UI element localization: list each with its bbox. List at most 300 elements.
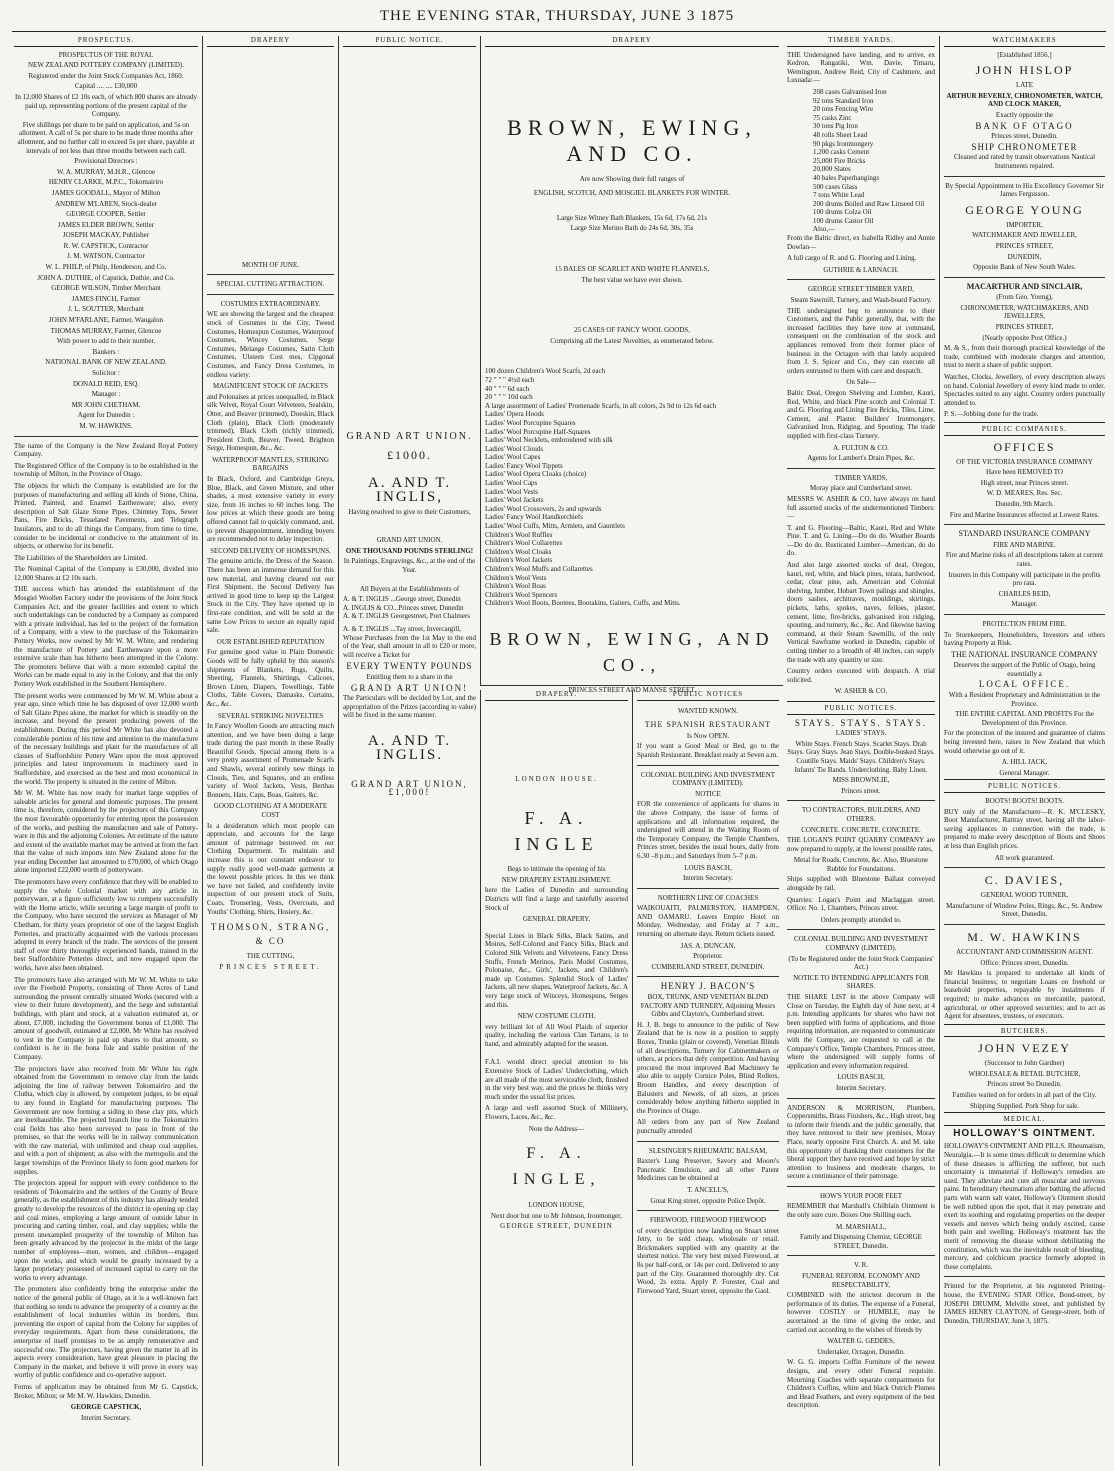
prospectus-paragraph: Forms of application may be obtained from Mr G. Capstick, Broker, Milton; or Mr M. W. Hawkins, Dunedin. xyxy=(14,1382,198,1400)
divider xyxy=(944,277,1105,278)
prospectus-line: Solicitor : xyxy=(92,369,120,377)
wool-goods-item: Ladies' Wool Caps xyxy=(485,479,538,488)
prospectus-line: In 12,000 Shares of £2 10s each, of which 800 shares are already paid up, representing portions of the present capital of the Company. xyxy=(15,92,197,119)
families-line: Families waited on for orders in all part of the City. xyxy=(952,1091,1097,1100)
prospectus-line: Agent for Dunedin : xyxy=(77,411,135,420)
spacer xyxy=(485,705,628,775)
next-door-line: Next door but one to Mr Johnson, Ironmonger, xyxy=(491,1211,622,1220)
prospectus-paragraph: The Nominal Capital of the Company is £30,000, divided into 12,000 Shares at £2 10s each. xyxy=(14,565,198,582)
every-twenty-pounds: EVERY TWENTY POUNDS xyxy=(346,661,473,672)
princes-street: Princes street, Dunedin. xyxy=(991,132,1058,141)
note-address: Note the Address— xyxy=(528,1124,585,1133)
divider xyxy=(944,524,1105,525)
prospectus-line: J. L. SOUTTER, Merchant xyxy=(68,305,144,314)
timber-cargo-item: 208 cases Galvanised Iron xyxy=(813,87,887,96)
prospectus-line: Manager : xyxy=(91,390,121,399)
fire-and-marine: FIRE AND MARINE. xyxy=(993,540,1056,549)
offices-heading: OFFICES xyxy=(993,439,1056,454)
reid-name: CHARLES REID, xyxy=(998,589,1051,598)
brown-ewing-address: PRINCES STREET AND MANSE STREET. xyxy=(568,685,696,694)
bacon-orders: All orders from any part of New Zealand punctually attended xyxy=(637,1118,779,1135)
anderson-body: ANDERSON & MORRISON, Plumbers, Coppersmiths, Brass Finishers, &c., High street, beg to inform their friends and the public generally, that they have removed to their new premises, Moray Place, nearly opposite First Church. A. and M. take this opportunity of thanking their customers for the liberal support they have received and hope by strict attention to business and moderate charges, to secure a continuance of their patronage. xyxy=(787,1103,935,1181)
column-public-notice xyxy=(338,36,480,1466)
london-house-2: LONDON HOUSE, xyxy=(528,1201,585,1210)
hawkins-office: Office: Princes street, Dunedin. xyxy=(980,958,1069,967)
novelties-body: In Fancy Woollen Goods are attracting much attention, and we have been doing a large trade during the past month in these Really Beautiful Goods. Special among them is a very pretty assortment of Promenade Scarfs and Shawls, several entirely new things in Clouds, Ties, and Squares, and an endless variety of Wool Jackets, Vests, Berthas Bonnets, Hats, Caps, Boas, Gaiters, &c. xyxy=(207,722,334,799)
prospectus-paragraph: The name of the Company is the New Zealand Royal Pottery Company. xyxy=(14,441,198,459)
fire-marine-line: Fire and Marine Insurances effected at Lowest Rates. xyxy=(949,510,1100,519)
reputation-body: For genuine good value in Plain Domestic Goods will be fully upheld by this season's shipments of Blankets, Rugs, Quilts, Sheeting, Flannels, Shirtings, Calicoes, Brown Linen, Diapers, Towellings, Table Cloths, Table Covers, Damasks, Curtains, &c., &c. xyxy=(207,648,334,708)
divider xyxy=(207,294,334,295)
basch-title-2: Interim Secretary. xyxy=(835,1083,887,1092)
feet-body: REMEMBER that Marshall's Chilblain Ointment is the only sure cure. Boxes One Shilling each. xyxy=(787,1202,935,1220)
asher-more: And also large assorted stocks of deal, Oregon, kauri, red, white, and black pines, totara, hardwood, cedar, clear pine, ash, American and Colonial shelving, lumber, Hobart Town palings and shingles, doors sashes, architraves, mouldings, skirtings, pickets, laths, spokes, naves, felloes, plaster, cement, lime, fire-bricks, galvanised iron ridging, spouting, and turnery, &c., &c. And likewise having command, at their Steam Sawmills, of the only Vertical Sawframe worked in Dunedin, capable of cutting timber to a breadth of 48 inches, can supply the trade with any quantity or size. xyxy=(787,561,935,664)
fulton-agents: Agents for Lambert's Drain Pipes, &c. xyxy=(807,454,915,463)
timber-cargo-item: 20 tons Fencing Wire xyxy=(813,105,874,114)
timber-cargo-list xyxy=(787,88,935,234)
prospectus-paragraph: Mr W. M. White has now ready for market large supplies of saleable articles for general and domestic purposes. The present time is, therefore, considered by the projectors of this Company the most favourable opportunity for entering upon the possession of the works, and pushing the manufacture and sale of Pottery-ware in this and the adjoining Colonies. An estimate of the nature and extent of the available market may be arrived at from the fact that the value of such imports into New Zealand alone for the year ending December last amounted to £70,000, of which Otago alone imported £22,000 worth of potteryware. xyxy=(14,789,198,875)
brownlie-name: MISS BROWNLIE, xyxy=(832,776,890,785)
prospectus-paragraph: The projectors appeal for support with every confidence to the residents of Tokomairiro and the settlers of the County of Bruce generally, as the establishment of this industry has already tended greatly to develop the resources of the district in opening up clay and coal mines, employing a large amount of outside labor in procuring and carting timber, coal, and clay supplies; while the present unexampled prosperity of the township of Milton has been greatly advanced by the projector in the midst of the large number of employees—men, women, and children—engaged upon the works, and which would be greatly increased by a larger proprietary possessed of increased capital to carry on the works to every advantage. xyxy=(14,1179,198,1282)
insurers-line: Insurers in this Company will participate in the profits pro rata. xyxy=(948,570,1101,588)
spacer xyxy=(343,518,476,536)
prospectus-line: M. W. HAWKINS. xyxy=(79,421,133,430)
wool-goods-item: Children's Wool Muffs and Collarettes xyxy=(485,565,593,573)
prospectus-line: Five shillings per share to be paid on application, and 5s on allotment. A call of 5s per share to be made three months after allotment, and no further call to exceed 5s per share, payable at intervals of not less than three months between each call. xyxy=(17,120,195,155)
divider xyxy=(787,279,935,280)
duncan-name: JAS. A. DUNCAN, xyxy=(680,941,736,950)
brown-ewing-sign: BROWN, EWING, AND CO., xyxy=(489,628,775,675)
spacer xyxy=(485,235,779,265)
moray-place: Moray place and Cumberland street. xyxy=(809,484,913,493)
from-young: (From Geo. Young), xyxy=(996,293,1053,302)
appointment-line: By Special Appointment to His Excellency Governor Sir James Fergusson. xyxy=(945,181,1104,199)
prospectus-line: JOHN M'FARLANE, Farmer, Waugalon xyxy=(49,316,163,325)
new-drapery: NEW DRAPERY ESTABLISHMENT. xyxy=(501,875,612,884)
section-header: PROSPECTUS. xyxy=(14,36,198,47)
ship-chronometer: SHIP CHRONOMETER xyxy=(971,141,1078,152)
wool-goods-item: Ladies' Wool Necklets, embroidered with silk xyxy=(485,436,613,445)
special-lines: Special Lines in Black Silks, Black Satins, and Moires, Self-Colored and Fancy Silks, Black and Colored Silk Velvets and Velveteens, Fancy Dress Stuffs, French Merinos, Paris Model Costumes, Polonaise, &c., Girls', Jackets, and Children's made up Costumes. Splendid Stock of Ladies' Jackets, all new shapes, Waterproof Jackets, &c. A very large stock of Winceys, Homespuns, Serges and this. xyxy=(485,931,628,1009)
prospectus-body xyxy=(14,442,198,1401)
resident-line: With a Resident Proprietary and Administration in the Province. xyxy=(948,691,1101,708)
prospectus-paragraph: The Registered Office of the Company is to be established in the township of Milton, in the Province of Otago. xyxy=(14,461,198,479)
prospectus-line: NATIONAL BANK OF NEW ZEALAND. xyxy=(45,358,167,367)
prospectus-line: Provisional Directors : xyxy=(74,157,138,166)
fulton-name: A. FULTON & CO. xyxy=(833,443,889,452)
colonial-heading-2: COLONIAL BUILDING AND INVESTMENT COMPANY (LIMITED). xyxy=(793,935,929,953)
reputation-heading: OUR ESTABLISHED REPUTATION xyxy=(216,637,325,646)
young-name: GEORGE YOUNG xyxy=(965,202,1084,217)
protection-body: For the protection of the insured and guarantee of claims being invested here, raises in New Zealand that which would otherwise go out of it. xyxy=(944,729,1105,755)
slesinger-heading: SLESINGER'S RHEUMATIC BALSAM, xyxy=(648,1146,768,1155)
establishment-2: A. INGLIS & CO...Princes street, Dunedin xyxy=(343,603,464,612)
nearly-opposite: (Nearly opposite Post Office.) xyxy=(982,333,1067,342)
standard-heading: STANDARD INSURANCE COMPANY xyxy=(958,529,1091,539)
wool-goods-item: Children's Wool Jackets xyxy=(485,556,553,565)
section-header: DRAPERY. xyxy=(485,690,628,701)
best-value-line: The best value we have ever shown. xyxy=(581,275,683,284)
brown-ewing-title: BROWN, EWING, AND CO. xyxy=(507,114,757,166)
george-timber-body: THE undersigned beg to announce to their Customers, and the Public generally, that, with the increased facilities they have now at command, consequent on the combination of the stock and appliances removed from their former place of business in the Octagon with that lately acquired from J. S. Spicer and Co., they can execute all orders entrusted to them with care and despatch. xyxy=(787,306,935,375)
prospectus-paragraph: The promoters have every confidence that they will be enabled to supply the whole Colonial market with any article in potteryware, at a figure sufficiently low to compete successfully with the Home article, while securing a large margin of profit to the Company, who have secured the services as Manager of Mr Chetham, for thirty years proprietor of one of the largest English Potteries, and practically acquainted with the various processes adopted in every branch of the trade. The services of the present staff of over thirty thoroughly experienced hands, trained in the best Staffordshire Potteries direct, and now engaged upon the works, have also been obtained. xyxy=(14,878,198,972)
wanted-known: WANTED KNOWN. xyxy=(678,706,738,715)
printer-imprint: Printed for the Proprietor, at his registered Printing-house, the EVENING STAR Office, Bond-street, by JOSEPH DRUMM, Melville street, and published by JAMES HENRY CLAYTON, of George-street, both of Dunedin, THURSDAY, June 3, 1875. xyxy=(944,1282,1105,1325)
asher-intro: MESSRS W. ASHER & CO. have always on hand full assorted stocks of the undermentioned Timbers:— xyxy=(787,494,935,521)
wool-goods-item: Children's Wool Spencers xyxy=(485,590,558,599)
costume-cloth-body: very brilliant lot of All Wool Plaids of superior quality, including the various Clan Tartans, is to hand, and admirably adapted for the season. xyxy=(485,1022,628,1048)
merino-line: Large Size Merino Bath do 24s 6d, 30s, 35s xyxy=(570,224,694,233)
butchers-header: BUTCHERS. xyxy=(944,1024,1105,1038)
wool-goods-item: 100 dozen Children's Wool Scarfs, 2d each xyxy=(485,367,606,376)
wool-goods-item: A large assortment of Ladies' Promenade Scarfs, in all colors, 2s 9d to 12s 6d each xyxy=(485,401,717,410)
feet-heading: HOW'S YOUR POOR FEET xyxy=(819,1191,903,1200)
costume-cloth-heading: NEW COSTUME CLOTH. xyxy=(517,1012,596,1021)
prospectus-line: Bankers : xyxy=(92,347,120,356)
medical-header: MEDICAL. xyxy=(944,1112,1105,1126)
wool-goods-item: Children's Wool Collarettes xyxy=(485,539,563,548)
accountant-label: ACCOUNTANT AND COMMISSION AGENT. xyxy=(956,947,1093,956)
column-prospectus xyxy=(10,36,202,1466)
prospectus-line: THOMAS MURRAY, Farmer, Glencoe xyxy=(50,326,162,335)
holloway-body: HOLLOWAY'S OINTMENT AND PILLS. Rheumatism, Neuralgia.—It is some times difficult to determine which of these diseases is afflicting the sufferer, but such uncertainty is immaterial if Holloway's remedies are used. They alleviate and cure all muscular and nervous pains. In hereditary rheumatism after bathing the affected parts with warm salt water, Holloway's Ointment should be well rubbed upon the spot, that it may penetrate and exert its soothing and regulating properties on the deeper vessels and nerves which being unduly excited, cause both pain and swelling. Holloway's treatment has the merit of removing the disease without debilitating the constitution, which was the inevitable result of bleeding, mercury, and colchicum practice formerly adopted in these complaints. xyxy=(944,1142,1105,1271)
column-public-notices-mid xyxy=(632,690,783,1466)
deserves-line: Deserves the support of the Public of Otago, being essentially a xyxy=(953,661,1096,678)
prospectus-paragraph: The present works were commenced by Mr W. M. White about a year ago, since which time he has disposed of over 12,000 worth of Salt Glaze Pipes alone, the market for which is steadily on the increase, and beyond the present producing powers of the establishment. During this period Mr White has also devoted a considerable portion of his time and attention to the manufacture of the necessary buildings and plant for the manufacture of all classes of Staffordshire Pottery Ware upon the most approved principles and latest improvements in machinery used in Staffordshire, and exercised as the best and most economical in the world. The property is situated in the centre of Milton. xyxy=(14,691,198,786)
prospectus-line: JAMES ELDER BROWN, Settler xyxy=(57,220,155,229)
entitling-line: Entitling them to a share in the xyxy=(366,672,453,681)
macarthur-name: MACARTHUR AND SINCLAIR, xyxy=(966,281,1083,291)
section-header: DRAPERY xyxy=(485,36,779,47)
storekeepers-line: To Storekeepers, Householders, Investors and others having Property at Risk. xyxy=(944,630,1105,648)
month-heading: MONTH OF JUNE. xyxy=(242,260,299,269)
prospectus-paragraph: THE success which has attended the establishment of the Mosgiel Woollen Factory under the provisions of the Joint Stock Companies Act, and the greater facilities and extent to which such undertakings can be conducted by a Company as compared with a private individual, has led to the project of the formation of a Company, with a view to the purchase of the Tokomairiro Pottery Works, now owned by Mr W. M. White, and rendering the manufacture of Pottery and Earthenware upon a more extensive scale than has hitherto been attempted in the Colony. The promoters believe that with a more extended capital the Works can be made equal to any in the Colony, and that the only Pottery Work established in the Southern Hemisphere. xyxy=(14,585,198,688)
prospectus-paragraph: The objects for which the Company is established are for the purposes of manufacturing and selling all kinds of Stone, China, Printed, Painted, and Enamel Earthenware; also, every description of Salt Glaze Stone Pipes, Chimney Tops, Sewer Pans, Fire Bricks, Tesselated Pavements, and Telegraph Insulators, and to do all things the Company, from time to time, consider to be incidental or conducive to the attainment of its objects, or otherwise for its benefit. xyxy=(14,481,198,551)
firewood-heading: FIREWOOD, FIREWOOD FIREWOOD xyxy=(649,1216,767,1225)
stays-list: White Stays. French Stays. Scarlet Stays. Drab Stays. Gray Stays. Jean Stays. Double-busked Stays. Coutille Stays. Maids' Stays. Children's Stays. Infants' Tie Bands. Underclothing. Baby Linen. xyxy=(787,739,935,774)
princes-street-2: PRINCES STREET, xyxy=(995,241,1054,250)
jackets-heading: MAGNIFICENT STOCK OF JACKETS xyxy=(212,382,329,391)
vezey-successor: (Successor to John Gardner) xyxy=(984,1059,1065,1068)
prospectus-line: NEW ZEALAND POTTERY COMPANY (LIMITED). xyxy=(28,61,184,70)
clothing-body: Is a desideratum which most people can appreciate, and accounts for the large amount of patronage bestowed on our Clothing Department. To maintain and increase this is our constant endeavor to supply really good well-made garments at the lowest possible prices. In this we think we have not failed, and confidently invite inspection of our present stock of Suits, Coats, Trousering, Vests, Overcoats, and Youths' Clothing, Shirts, Hosiery, &c. xyxy=(207,821,334,916)
notice-body: FOR the convenience of applicants for shares in the above Company, the issue of forms of applications and all information required, the undersigned will attend in the Waiting Room of the Temporary Company, the Temple Chambers, Princes street, besides the usual hours, daily from 6.30 –8 p.m.; and Saturdays from 5–7 p.m. xyxy=(637,800,779,860)
timber-cargo-item: 30 tons Pig Iron xyxy=(813,122,858,131)
prospectus-line: J. M. WATSON, Contractor xyxy=(67,252,145,261)
timber-cargo-item: 48 rolls Sheet Lead xyxy=(813,130,868,139)
timber-cargo-item: 90 pkgs Ironmongery xyxy=(813,139,874,148)
boots-heading: BOOTS! BOOTS! BOOTS. xyxy=(985,797,1064,805)
contractors-heading: TO CONTRACTORS, BUILDERS, AND OTHERS. xyxy=(801,806,921,823)
divider xyxy=(787,1098,935,1099)
column-watchmakers xyxy=(939,36,1109,1466)
now-open: Is Now OPEN. xyxy=(686,731,730,740)
high-street: High street, near Princes street. xyxy=(980,478,1069,487)
asher-list: T. and G. Flooring—Baltic, Kauri, Red and White Pine. T. and G. Lining—Do do do. Weather Boards—Do do do. Rusticated Lumber—American, do do do. xyxy=(787,523,935,558)
particulars-text: The Particulars will be decided by Lot, and the appropriation of the Prizes (according to value) will be fixed in the same manner. xyxy=(343,694,476,720)
masthead-rule xyxy=(12,31,1106,32)
ships-line: Ships supplied with Bluestone Ballast conveyed alongside by rail. xyxy=(787,875,935,893)
london-house-heading: LONDON HOUSE. xyxy=(515,774,598,783)
prospectus-line: GEORGE WILSON, Timber Merchant xyxy=(51,284,161,293)
begs-line: Begs to intimate the opening of his xyxy=(507,865,606,874)
timber-intro: THE Undersigned have landing, and to arrive, ex Kedron, Rangatiki, Wm. Davie, Timaru, Wemington, Andrew Reid, City of Cashmere, and Lusuada:— xyxy=(787,50,935,85)
special-heading: SPECIAL CUTTING ATTRACTION. xyxy=(216,280,325,289)
newspaper-title: THE EVENING STAR, THURSDAY, JUNE 3 1875 xyxy=(379,8,735,24)
prospectus-line: HENRY CLARKE, M.P.C., Tokomairiro xyxy=(48,178,164,187)
public-companies-header: PUBLIC COMPANIES. xyxy=(944,422,1105,436)
prospectus-line: JOHN A. DUTHIE, of Capstick, Duthie, and Co. xyxy=(37,273,175,282)
prospectus-line: JOSEPH MACKAY, Publisher xyxy=(62,231,150,240)
opposite-bank-nsw: Opposite Bank of New South Wales. xyxy=(973,263,1076,272)
exactly-opposite: Exactly opposite the xyxy=(995,110,1054,119)
prospectus-paragraph: The promoters also confidently bring the enterprise under the notice of the general public of Otago, as it is a well-known fact that nothing so tends to advance the prosperity of a country as the establishment of local industries within its borders, thus preventing the export of capital from the Colony for supplies of everyday requirements. Apart from these considerations, the enterprise of itself promises to be as amply remunerative and successful one. The projectors, having given the matter in all its aspects every consideration, have great pleasure in placing the Company in the market, and believe it will prove in every way worthy of public confidence and co-operative support. xyxy=(14,1285,198,1380)
brownlie-address: Princes street. xyxy=(841,786,881,795)
registered-line: (To be Registered under the Joint Stock Companies' Act.) xyxy=(788,954,934,972)
divider xyxy=(637,976,779,977)
timber-cargo-item: 500 cases Glass xyxy=(813,182,858,191)
removed-line: Have been REMOVED TO xyxy=(986,468,1063,477)
george-street-line: GEORGE STREET, DUNEDIN xyxy=(500,1222,613,1231)
timber-cargo-item: 40 bales Paperhangings xyxy=(813,173,880,182)
timber-cargo-item: 20,000 Slates xyxy=(813,165,851,174)
wool-goods-item: Ladies' Wool Jackets xyxy=(485,496,544,505)
spacer xyxy=(485,286,779,326)
prospectus-line: MR JOHN CHETHAM. xyxy=(71,400,141,409)
ingle-name: F. A. INGLE xyxy=(514,808,599,855)
paintings-line: In Paintings, Engravings, &c., at the end of the Year. xyxy=(343,557,476,574)
national-heading: THE NATIONAL INSURANCE COMPANY xyxy=(951,649,1098,659)
signature-title: Interim Secretary. xyxy=(80,1413,132,1422)
quarries-line: Quarries: Logan's Point and Maclaggan street. Office: No. 1, Chambers, Princes street. xyxy=(787,895,935,913)
vezey-name: JOHN VEZEY xyxy=(978,1041,1071,1056)
prospectus-line: R. W. CAPSTICK, Contractor xyxy=(63,241,149,250)
bacon-heading: HENRY J. BACON'S xyxy=(660,981,756,992)
prospectus-line: DONALD REID, ESQ. xyxy=(72,379,140,388)
chronometer-makers: CHRONOMETER, WATCHMAKERS, AND JEWELLERS, xyxy=(960,303,1089,321)
colonial-heading: COLONIAL BUILDING AND INVESTMENT COMPANY (LIMITED). xyxy=(640,770,776,788)
prospectus-line: Capital .... .... £30,000 xyxy=(74,82,138,91)
one-thousand-pounds: ONE THOUSAND POUNDS STERLING! xyxy=(345,546,474,555)
basch-name: LOUIS BASCH, xyxy=(684,863,732,872)
orders-line: Orders promptly attended to. xyxy=(820,915,902,924)
importer-label: IMPORTER, xyxy=(1006,220,1043,229)
bacon-subheading: BOX, TRUNK, AND VENETIAN BLIND FACTORY AND TURNERY, Adjoining Messrs Gibbs and Clayton's, Cumberland street. xyxy=(640,993,776,1019)
prospectus-paragraph: The projectors have also received from Mr White his right obtained from the Government to remove clay from the lands adjoining the line of railway between Tokomairiro and the Clutha, which clay is allowed, by competent judges, to be equal to any found in England for manufacturing purposes. The Government are now forming a siding to these clay pits, which are inexhaustible. The projected branch line to the Tokomairiro coal fields has also been surveyed to pass in front of the premises, so that the works will be in railway communication with the raw material, with unlimited and cheap coal supplies, and with a port of shipment; as also with the metropolis and the larger townships of the Province likely to form good markets for supplies. xyxy=(14,1064,198,1176)
steam-sawmill: Steam Sawmill, Turnery, and Wash-board Factory. xyxy=(790,296,932,305)
geddes-address: Undertaker, Octagon, Dunedin. xyxy=(817,1347,905,1356)
marshall-name: M. MARSHALL, xyxy=(836,1222,886,1231)
prospectus-line: JAMES GOODALL, Mayor of Milton xyxy=(51,188,161,197)
underclothing-text: F.A.I. would direct special attention to his Extensive Stock of Ladies' Underclothing, which are all made of the most serviceable cloth, finished in the very best way, and the prices he thinks very much under the usual list prices. xyxy=(485,1058,628,1101)
signature-name: GEORGE CAPSTICK, xyxy=(70,1403,142,1412)
meares-date: Dunedin, 9th March. xyxy=(995,499,1054,508)
beverly-line: ARTHUR BEVERLY, CHRONOMETER, WATCH, AND CLOCK MAKER, xyxy=(946,91,1103,109)
bacon-body: H. J. B. begs to announce to the public of New Zealand that he is now in a position to supply Boxes, Trunks (plain or covered), Venetian Blinds of all descriptions, Turnery for Cabinetmakers or others, at prices that defy competition. And having procured the most improved Bad Machinery he also able to supply Cornice Poles, Blind Rollers, Broom Handles, and every description of Balusters and Newels, of all sizes, at prices considerably below anything hitherto supplied in the Province of Otago. xyxy=(637,1020,779,1115)
metal-line: Metal for Roads, Concrete, &c. Also, Bluestone Rubble for Foundations. xyxy=(793,856,929,873)
masthead xyxy=(0,0,1114,32)
divider xyxy=(637,1141,779,1142)
divider xyxy=(787,929,935,930)
wool-goods-item: Ladies' Wool Clouds xyxy=(485,444,544,453)
coaches-body: WAIKOUAITI, PALMERSTON, HAMPDEN, AND OAMARU. Leaves Empire Hotel on Monday, Wednesday, and Friday at 7 a.m., returning on alternate days. Return tickets issued. xyxy=(637,904,779,939)
jack-title: General Manager. xyxy=(999,768,1050,777)
section-header: PUBLIC NOTICES xyxy=(637,690,779,701)
timber-yards-2: TIMBER YARDS, xyxy=(834,473,888,482)
grand-art-union-3: GRAND ART UNION, £1,000! xyxy=(351,778,468,798)
victoria-line: OF THE VICTORIA INSURANCE COMPANY xyxy=(956,457,1093,466)
costumes-body: WE are showing the largest and the cheapest stock of Costumes in the City, Tweed Costumes, Homespun Costumes, Waterproof Costumes, Wincey Costumes, Serge Costumes, Melange Costumes, Satin Cloth Costumes, Ulsteen Cost mes, Cipgonal Costumes, and Fancy Dress Costumes, in endless variety. xyxy=(207,310,334,379)
public-notices-header: PUBLIC NOTICES. xyxy=(787,701,935,715)
costumes-heading: COSTUMES EXTRAORDINARY. xyxy=(220,299,321,308)
hawkins-name: M. W. HAWKINS xyxy=(967,929,1082,944)
establishment-1: A. & T. INGLIS ...George street, Dunedin xyxy=(343,595,461,604)
ancell-name: T. ANCELL'S, xyxy=(687,1185,729,1194)
mantles-body: In Black, Oxford, and Cambridge Greys, Blue, Black, and Green Mixture, and other shades, a most extensive variety in every size, from 16 inches to 60 inches long. The low prices at which these goods are being offered cannot fail to quickly command, and, to prevent disappointment, intending buyers are recommended not to delay inspection. xyxy=(207,475,334,544)
divider xyxy=(944,176,1105,177)
public-notices-header: PUBLIC NOTICES. xyxy=(944,779,1105,793)
watchmaker-label: WATCHMAKER AND JEWELLER, xyxy=(972,231,1077,240)
timber-cargo-item: 7 tons White Lead xyxy=(813,191,865,200)
grand-art-union-2: GRAND ART UNION! xyxy=(350,682,469,693)
flannels-heading: 15 BALES OF SCARLET AND WHITE FLANNELS, xyxy=(554,264,710,273)
spacer xyxy=(343,766,476,780)
basch-name-2: LOUIS BASCH, xyxy=(837,1073,885,1082)
protection-heading: PROTECTION FROM FIRE. xyxy=(982,619,1067,628)
spacer xyxy=(485,347,779,367)
establishment-3: A. & T. INGLIS Georgestreet, Port Chalmers xyxy=(343,612,470,621)
boots-body: BUY only of the Manufacturer—R. K. M'CLESKY, Boot Manufacturer, Rattray street, having all the labor-saving appliances in connection with the trade, is prepared to make every description of Boots and Shoes at less than English prices. xyxy=(944,807,1105,850)
dunedin-label: DUNEDIN, xyxy=(1007,252,1042,261)
clothing-heading: GOOD CLOTHING AT A MODERATE COST xyxy=(213,802,328,820)
wool-goods-item: 20 " " " 10d each xyxy=(485,393,533,402)
firewood-body: of every description now landing on Stuart street Jetty, to be sold cheap, wholesale or retail. Brickmakers supplied with any quantity at the shortest notice. The very best mixed Firewood, at 8s per half-cord, or 14s per cord. Delivered to any part of the City. Guaranteed thoroughly dry. Cut Wood, 2s extra. Apply P. Forester, Coal and Firewood Yard, Stuart street, opposite the Gaol. xyxy=(637,1226,779,1295)
column-drapery-ingle xyxy=(480,690,632,1466)
inglis-name-2: A. AND T. INGLIS. xyxy=(367,732,452,763)
meares-name: W. D. MEARES, Res. Sec. xyxy=(986,489,1063,498)
george-street-timber: GEORGE STREET TIMBER YARD, xyxy=(807,285,915,294)
art-union-title: GRAND ART UNION. xyxy=(346,430,473,442)
logan-body: THE LOGAN'S POINT QUARRY COMPANY are now prepared to supply, at the lowest possible rates, xyxy=(787,836,935,853)
showing-line: Are now Showing their full ranges of xyxy=(579,174,685,183)
wool-goods-item: Children's Wool Boas xyxy=(485,582,546,591)
timber-baltic: From the Baltic direct, ex Isabella Ridley and Annie Dowlan— xyxy=(787,234,935,251)
stays-heading: STAYS. STAYS. STAYS. xyxy=(794,717,928,728)
wool-goods-item: Ladies' Opera Hoods xyxy=(485,410,544,419)
prospectus-line: PROSPECTUS OF THE ROYAL xyxy=(58,50,154,59)
divider xyxy=(14,436,198,437)
timber-cargo-item: 1,200 casks Cement xyxy=(813,148,870,157)
inglis-name: A. AND T. INGLIS, xyxy=(367,474,452,505)
jobbing-text: P. S.—Jobbing done for the trade. xyxy=(944,410,1039,419)
thomson-cutting: THE CUTTING, xyxy=(246,952,295,961)
asher-name: W. ASHER & CO. xyxy=(834,687,888,696)
good-meal-text: If you want a Good Meal or Bed, go to the Spanish Restaurant. Breakfast ready at Seven a.m. xyxy=(637,742,779,759)
column-timber-yards xyxy=(783,36,939,1466)
watches-text: Watches, Clocks, Jewellery, of every description always on hand. Colonial Jewellery of every kind made to order. Spectacles suited to any sight. Country orders punctually attended to. xyxy=(944,373,1105,407)
wool-goods-item: Ladies' Wool Opera Cloaks (choice) xyxy=(485,470,587,479)
ladies-stays: LADIES' STAYS. xyxy=(835,729,887,738)
vr-mark: V. R. xyxy=(853,1261,869,1270)
wool-goods-item: Children's Wool Ruffles xyxy=(485,530,553,539)
geddes-body: W. G. G. imports Coffin Furniture of the newest designs, and every other Funeral requisite. Mourning Coaches with separate compartments for Children's Coffins, white and black Ostrich Plumes and Head Feathers, and every equipment of the best description. xyxy=(787,1358,935,1410)
coaches-heading: NORTHERN LINE OF COACHES xyxy=(657,893,759,902)
millinery-text: A large and well assorted Stock of Millinery, Flowers, Laces, &c., &c. xyxy=(485,1104,628,1122)
general-drapery: GENERAL DRAPERY. xyxy=(522,915,591,924)
prospectus-line: Registered under the Joint Stock Companies Act, 1860. xyxy=(28,71,184,80)
divider xyxy=(637,765,779,766)
hawkins-body: Mr Hawkins is prepared to undertake all kinds of financial business; to negotiate Loans on freehold or leasehold properties, repayable by instalments if required; to make advances on mercantile, pastoral, agricultural, or other approved securities; and to act as Agent for absentees, trustees, or executors. xyxy=(944,969,1105,1021)
wool-goods-item: Ladies' Wool Crossovers, 2s and upwards xyxy=(485,504,602,513)
hislop-name: JOHN HISLOP xyxy=(975,63,1074,78)
buyers-line: All Buyers at the Establishments of xyxy=(359,584,460,593)
holloway-heading: HOLLOWAY'S OINTMENT. xyxy=(953,1127,1096,1139)
divider xyxy=(637,1210,779,1211)
prospectus-line: ANDREW M'LAREN, Stock-dealer xyxy=(54,199,158,208)
timber-cargo-item: 100 drums Castor Oil xyxy=(813,216,874,225)
reid-title: Manager. xyxy=(1011,600,1038,609)
timber-cargo-item: 200 drums Boiled and Raw Linseed Oil xyxy=(813,199,925,208)
wool-goods-item: Ladies' Wool Capes xyxy=(485,453,541,462)
marshall-address: Family and Dispensing Chemist, GEORGE STREET, Dunedin. xyxy=(800,1233,922,1250)
divider xyxy=(637,888,779,889)
ms-text: M. & S., from their thorough practical knowledge of the trade, combined with moderate charges and attention, trust to merit a share of public support. xyxy=(944,344,1105,370)
bank-of-otago: BANK OF OTAGO xyxy=(975,120,1074,131)
prospectus-paragraph: The Liabilities of the Shareholders are Limited. xyxy=(14,553,148,562)
spacer xyxy=(343,51,476,426)
section-header: DRAPERY xyxy=(207,36,334,47)
concrete-heading: CONCRETE. CONCRETE. CONCRETE. xyxy=(801,825,921,834)
wool-goods-heading: 25 CASES OF FANCY WOOL GOODS, xyxy=(574,326,690,335)
guthrie-name: GUTHRIE & LARNACH. xyxy=(823,265,899,274)
cumberland-street: CUMBERLAND STREET, DUNEDIN. xyxy=(651,962,765,971)
art-union-prize: £1000. xyxy=(387,447,432,462)
spacer xyxy=(485,200,779,214)
fire-marine-body: Fire and Marine risks of all descriptions taken at current rates. xyxy=(945,551,1104,568)
prospectus-line: GEORGE COOPER, Settler xyxy=(66,210,146,219)
wool-goods-item: Ladies' Fancy Wool Handkerchiefs xyxy=(485,513,583,522)
slesinger-body: Baxter's Lung Preserver, Savory and Moore's Pancreatic Emulsion, and all other Patent Medicines can be obtained at xyxy=(637,1157,779,1183)
spanish-restaurant: THE SPANISH RESTAURANT xyxy=(644,720,772,730)
intending-heading: NOTICE TO INTENDING APPLICANTS FOR SHARES. xyxy=(793,973,929,991)
witney-line: Large Size Witney Bath Blankets, 15s 6d, 17s 6d, 21s xyxy=(556,213,708,222)
whose-purchases: Whose Purchases from the 1st May to the end of the Year, shall amount in all to £20 or more, will receive a Ticket for xyxy=(343,633,476,659)
divider xyxy=(787,1255,935,1256)
shipping-line: Shipping Supplied. Pork Shop for sale. xyxy=(969,1101,1080,1110)
wool-goods-list xyxy=(485,367,779,608)
divider xyxy=(207,274,334,275)
grand-art-union: GRAND ART UNION. xyxy=(376,536,443,545)
basch-title: Interim Secretary. xyxy=(682,874,734,883)
wool-goods-item: 72 " " " 4½d each xyxy=(485,375,535,384)
window-poles: Manufacturer of Window Poles, Rings, &c., St. Andrew Street, Dunedin. xyxy=(946,901,1103,919)
timber-cargo-item: Also,— xyxy=(813,225,835,234)
timber-cargo-item: 25,000 Fire Bricks xyxy=(813,156,866,165)
jackets-body: and Polonaises at prices unequalled, in Black silk Velvet, Royal Court Velveteen, Sealskin, Otter, and Beaver (trimmed), Doeskin, Black Cloth (plain), Black Cloth (moderately trimmed), Black Cloth (richly trimmed), President Cloth, Beaver, Tweed, Brighton Serge, Homespun, &c., &c. xyxy=(207,392,334,453)
notice-heading: NOTICE xyxy=(695,789,721,798)
prospectus-line: W. L. PHILP, of Philp, Henderson, and Co. xyxy=(45,263,167,272)
prospectus-line: JAMES FINCH, Farmer xyxy=(71,294,141,303)
wool-goods-item: Ladies' Wool Vests xyxy=(485,487,538,496)
asher-country: Country orders executed with despatch. A trial solicited. xyxy=(787,667,935,684)
wholesale-butcher: WHOLESALE & RETAIL BUTCHER, xyxy=(968,1069,1081,1078)
geddes-name: WALTER G. GEDDES, xyxy=(827,1337,895,1346)
wool-goods-item: Ladies' Wool Porcupine Half-Squares xyxy=(485,427,591,436)
established: [Established 1856.] xyxy=(997,50,1052,59)
homespuns-body: The genuine article, the Dress of the Season. There has been an immense demand for this new material, and having cleared out our First Shipment, the Second Delivery has arrived in good time to keep up the Largest Stock in the City. They have opened up in first-rate condition, and will be sold at the same Low Prices to secure an equally rapid sale. xyxy=(207,557,334,635)
novelties-heading: SEVERAL STRIKING NOVELTIES xyxy=(217,711,324,720)
local-office: LOCAL OFFICE. xyxy=(978,679,1071,690)
